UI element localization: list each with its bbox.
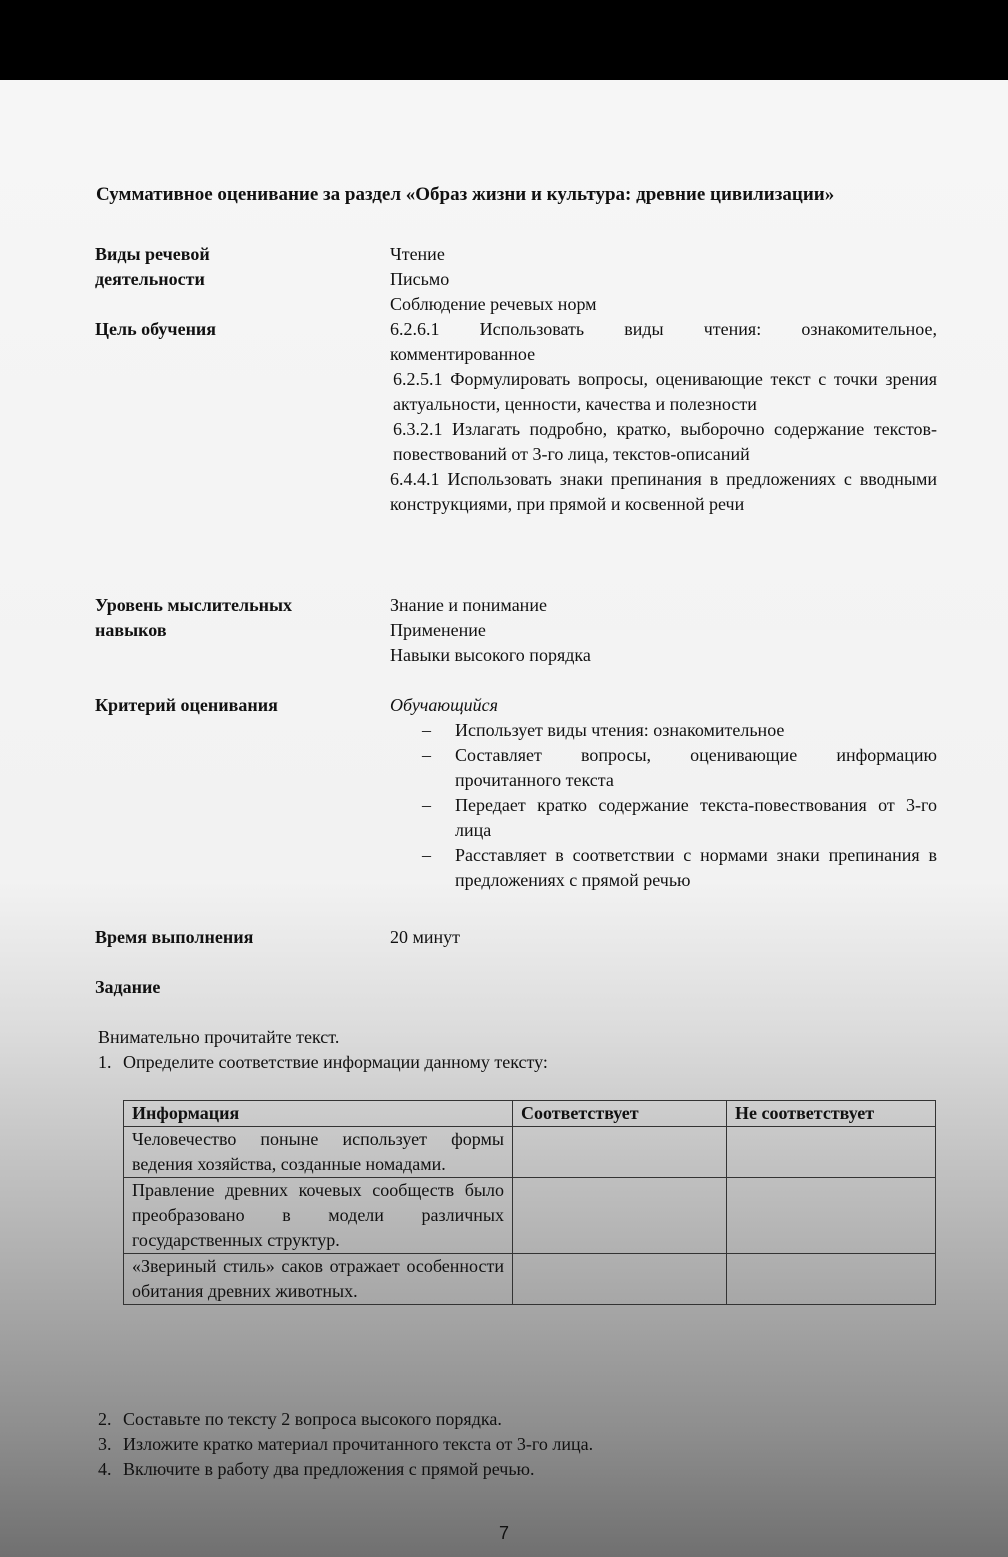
task-heading: Задание <box>95 977 161 997</box>
duration-label: Время выполнения <box>95 927 254 947</box>
learning-goal-list <box>390 317 937 517</box>
assessment-criteria-label: Критерий оценивания <box>95 695 278 715</box>
matches-cell[interactable] <box>513 1178 727 1254</box>
matches-cell[interactable] <box>513 1127 727 1178</box>
duration-value: 20 минут <box>390 927 461 947</box>
table-row <box>124 1254 936 1305</box>
dash-bullet: – <box>422 745 431 765</box>
statement-cell: Человечество поныне использует формы ведения хозяйства, созданные номадами. <box>124 1127 513 1178</box>
task-item: 3. Изложите кратко материал прочитанного текста от 3-го лица. <box>98 1434 594 1454</box>
speech-activity-label: Виды речевой деятельности <box>95 244 210 289</box>
task-list <box>98 1407 593 1482</box>
table-row <box>124 1127 936 1178</box>
thinking-level-label: Уровень мыслительных навыков <box>95 595 293 640</box>
statement-cell: Правление древних кочевых сообществ было преобразовано в модели различных государственных структур. <box>124 1178 513 1254</box>
info-match-table <box>123 1100 936 1305</box>
page-number: 7 <box>498 1523 509 1543</box>
learning-goal-item: 6.4.4.1 Использовать знаки препинания в предложениях с вводными конструкциями, при прямой и косвенной речи <box>390 469 937 514</box>
criteria-item: – Использует виды чтения: ознакомительное <box>390 718 937 743</box>
learning-goal-label: Цель обучения <box>95 319 217 339</box>
table-header-row <box>124 1101 936 1127</box>
assessment-criteria <box>390 693 937 893</box>
table-row <box>124 1178 936 1254</box>
document-title: Суммативное оценивание за раздел «Образ жизни и культура: древние цивилизации» <box>96 184 835 205</box>
learning-goal-item: 6.3.2.1 Излагать подробно, кратко, выборочно содержание текстов-повествований от 3-го лица, текстов-описаний <box>393 419 937 464</box>
learning-goal-item: 6.2.5.1 Формулировать вопросы, оценивающие текст с точки зрения актуальности, ценности, качества и полезности <box>393 369 937 414</box>
criteria-intro: Обучающийся <box>390 695 499 715</box>
not-matches-cell[interactable] <box>727 1178 936 1254</box>
document-page <box>0 80 1008 1557</box>
top-black-bar <box>0 0 1008 80</box>
dash-bullet: – <box>422 720 431 740</box>
criteria-item: – Расставляет в соответствии с нормами знаки препинания в предложениях с прямой речью <box>422 845 937 890</box>
not-matches-cell[interactable] <box>727 1127 936 1178</box>
matches-cell[interactable] <box>513 1254 727 1305</box>
not-matches-cell[interactable] <box>727 1254 936 1305</box>
learning-goal-item: 6.2.6.1 Использовать виды чтения: ознакомительное, комментированное <box>390 319 937 364</box>
task-item: 2. Составьте по тексту 2 вопроса высокого порядка. <box>98 1409 502 1429</box>
dash-bullet: – <box>422 795 431 815</box>
header-not-matches: Не соответствует <box>727 1101 936 1127</box>
task-intro: Внимательно прочитайте текст. 1. Определите соответствие информации данному тексту: <box>98 1025 548 1075</box>
task-item: 1. Определите соответствие информации данному тексту: <box>98 1052 548 1072</box>
criteria-item: – Передает кратко содержание текста-повествования от 3-го лица <box>422 795 937 840</box>
task-item: 4. Включите в работу два предложения с прямой речью. <box>98 1459 535 1479</box>
thinking-level-values: Знание и понимание Применение Навыки высокого порядка <box>390 595 591 665</box>
header-matches: Соответствует <box>513 1101 727 1127</box>
criteria-item: – Составляет вопросы, оценивающие информацию прочитанного текста <box>422 745 937 790</box>
dash-bullet: – <box>422 845 431 865</box>
header-info: Информация <box>124 1101 513 1127</box>
statement-cell: «Звериный стиль» саков отражает особенности обитания древних животных. <box>124 1254 513 1305</box>
speech-activity-values: Чтение Письмо Соблюдение речевых норм <box>390 244 597 314</box>
